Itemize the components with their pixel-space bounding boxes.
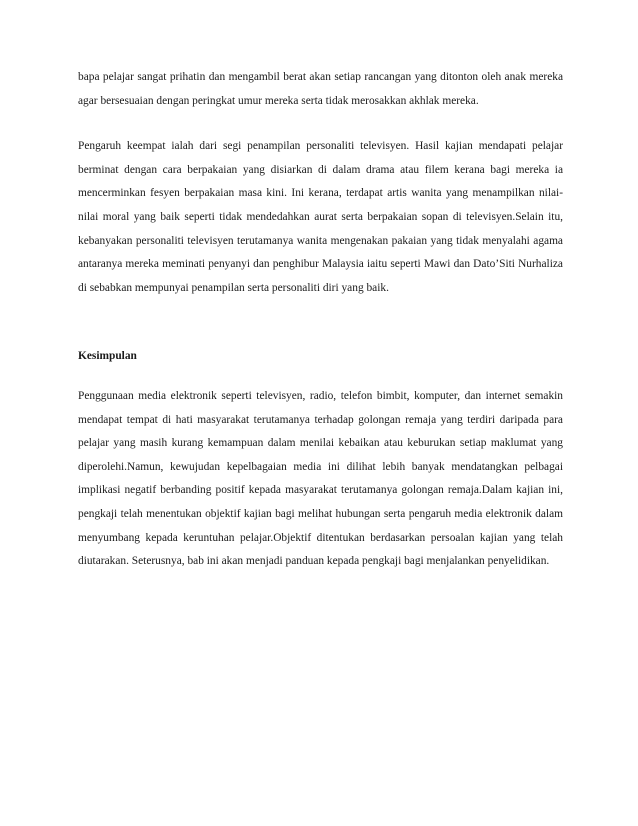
section-heading-kesimpulan: Kesimpulan bbox=[78, 350, 137, 363]
paragraph-conclusion: Penggunaan media elektronik seperti televisyen, radio, telefon bimbit, komputer, dan internet semakin mendapat tempat di hati masyarakat terutamanya terhadap golongan remaja yang terdiri daripada para pelajar yang masih kurang kemampuan dalam menilai kebaikan atau keburukan setiap maklumat yang diperolehi.Namun, kewujudan kepelbagaian media ini dilihat lebih banyak mendatangkan pelbagai implikasi negatif berbanding positif kepada masyarakat terutamanya golongan remaja.Dalam kajian ini, pengkaji telah menentukan objektif kajian bagi melihat hubungan serta pengaruh media elektronik dalam menyumbang kepada keruntuhan pelajar.Objektif ditentukan berdasarkan persoalan kajian yang telah diutarakan. Seterusnya, bab ini akan menjadi panduan kepada pengkaji bagi menjalankan penyelidikan. bbox=[78, 389, 563, 568]
heading-spacer bbox=[78, 369, 563, 385]
document-page bbox=[78, 66, 563, 574]
section-spacer bbox=[78, 300, 563, 345]
paragraph-parent-concern: bapa pelajar sangat prihatin dan mengambil berat akan setiap rancangan yang ditonton oleh anak mereka agar bersesuaian dengan peringkat umur mereka serta tidak merosakkan akhlak mereka. bbox=[78, 71, 563, 107]
paragraph-fourth-influence: Pengaruh keempat ialah dari segi penampilan personaliti televisyen. Hasil kajian mendapati pelajar berminat dengan cara berpakaian yang disiarkan di dalam drama atau filem kerana bagi mereka ia mencerminkan fesyen berpakaian masa kini. Ini kerana, terdapat artis wanita yang menampilkan nilai-nilai moral yang baik seperti tidak mendedahkan aurat serta berpakaian sopan di televisyen.Selain itu, kebanyakan personaliti televisyen terutamanya wanita mengenakan pakaian yang tidak menyalahi agama antaranya mereka meminati penyanyi dan penghibur Malaysia iaitu seperti Mawi dan Dato’Siti Nurhaliza di sebabkan mempunyai penampilan serta personaliti diri yang baik. bbox=[78, 140, 563, 294]
paragraph-spacer bbox=[78, 113, 563, 135]
